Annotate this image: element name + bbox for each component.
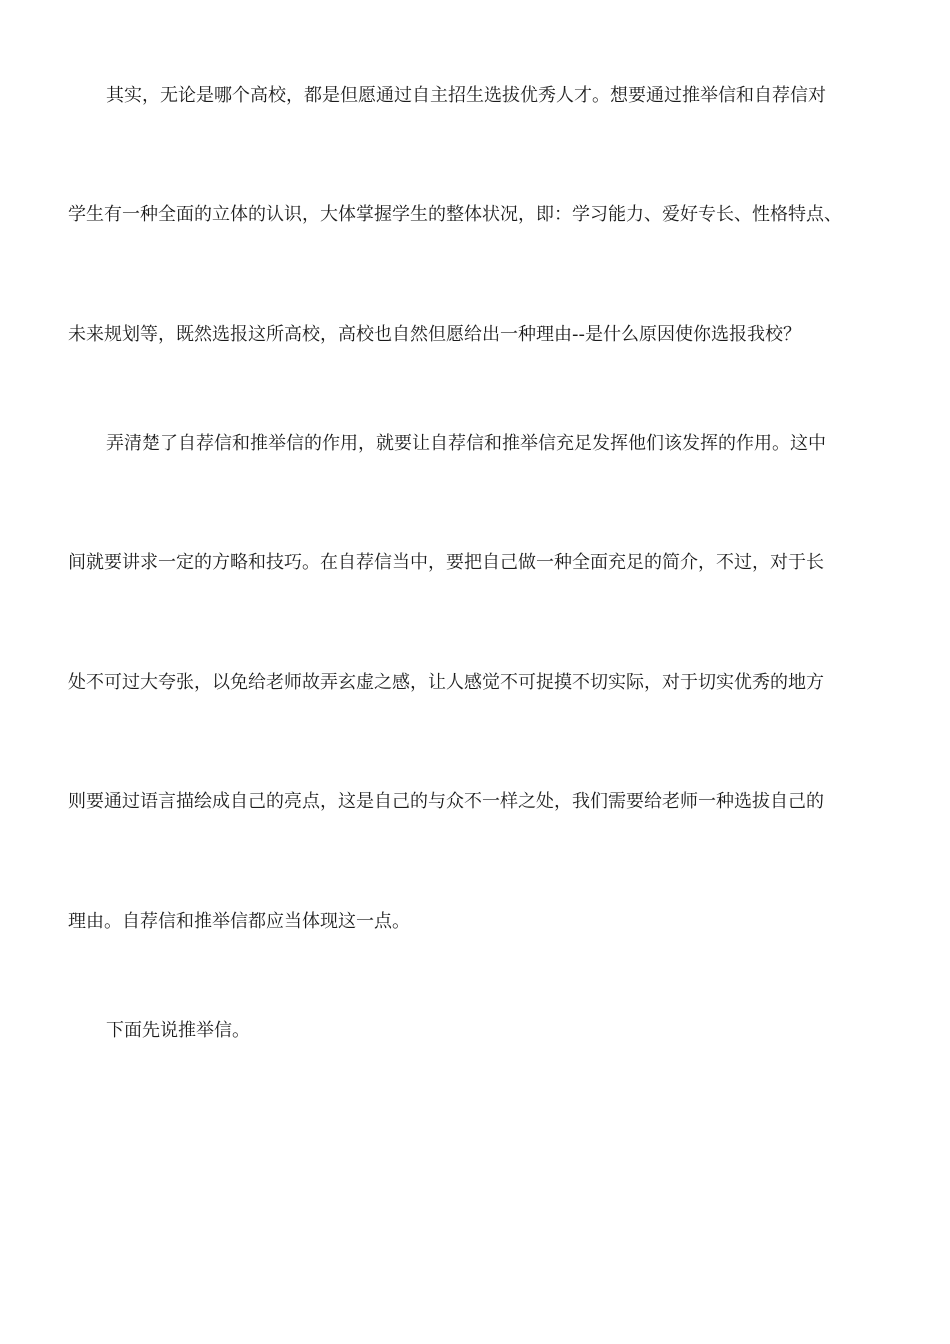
paragraph-1-line-1: 其实，无论是哪个高校，都是但愿通过自主招生选拔优秀人才。想要通过推举信和自荐信对 [106, 85, 826, 106]
paragraph-1-line-3: 未来规划等，既然选报这所高校，高校也自然但愿给出一种理由--是什么原因使你选报我校？ [68, 324, 801, 345]
paragraph-3-line-1: 下面先说推举信。 [106, 1020, 250, 1041]
paragraph-2-line-2: 间就要讲求一定的方略和技巧。在自荐信当中，要把自己做一种全面充足的简介，不过，对于长 [68, 552, 824, 573]
paragraph-1-line-2: 学生有一种全面的立体的认识，大体掌握学生的整体状况，即：学习能力、爱好专长、性格特点、 [68, 204, 842, 225]
paragraph-2-line-3: 处不可过大夸张，以免给老师故弄玄虚之感，让人感觉不可捉摸不切实际，对于切实优秀的地方 [68, 672, 824, 693]
paragraph-2-line-4: 则要通过语言描绘成自己的亮点，这是自己的与众不一样之处，我们需要给老师一种选拔自己的 [68, 791, 824, 812]
paragraph-2-line-1: 弄清楚了自荐信和推举信的作用，就要让自荐信和推举信充足发挥他们该发挥的作用。这中 [106, 433, 826, 454]
paragraph-2-line-5: 理由。自荐信和推举信都应当体现这一点。 [68, 911, 410, 932]
